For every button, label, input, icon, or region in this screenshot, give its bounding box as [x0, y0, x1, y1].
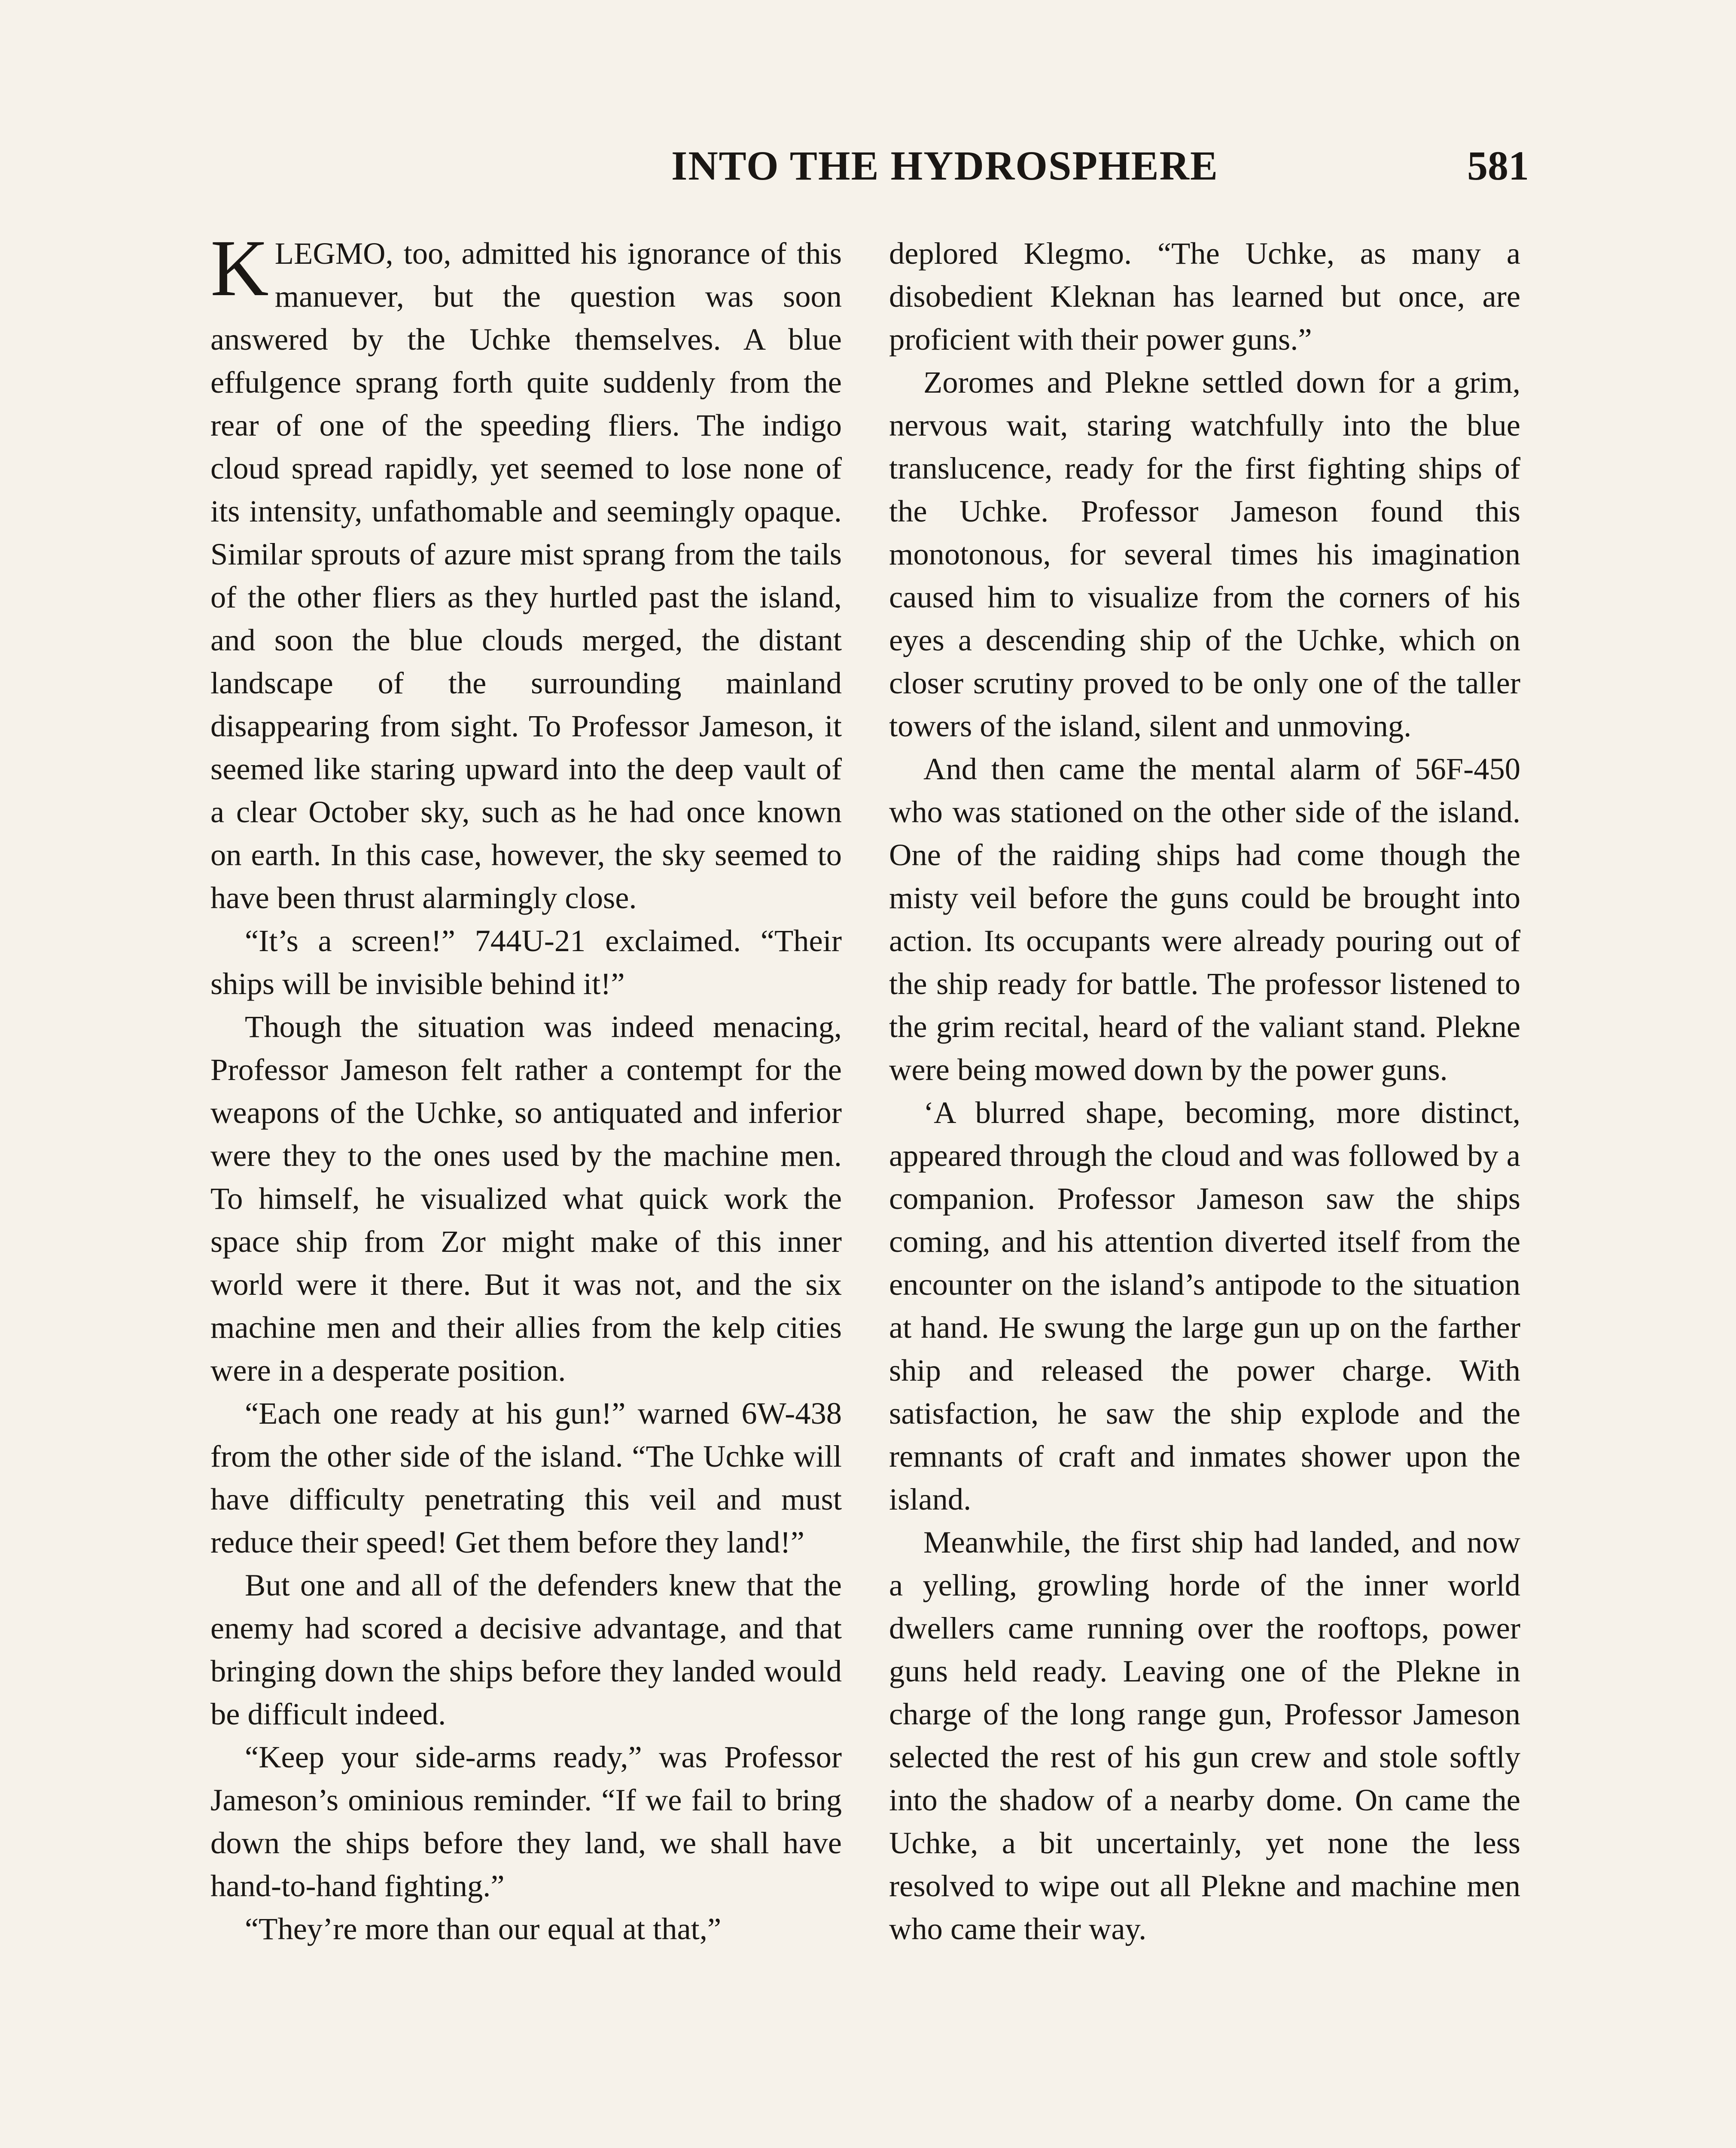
paragraph: Zoromes and Plekne settled down for a grim, nervous wait, staring watchfully into the blue translucence, ready for the first fighting ships of the Uchke. Professor Jameson found this monotonous, for several times his imagination caused him to visualize from the corners of his eyes a descending ship of the Uchke, which on closer scrutiny proved to be only one of the taller towers of the island, silent and unmoving. [889, 365, 1520, 743]
paragraph: And then came the mental alarm of 56F-450 who was stationed on the other side of the island. One of the raiding ships had come though the misty veil before the guns could be brought into action. Its occupants were already pouring out of the ship ready for battle. The professor listened to the grim recital, heard of the valiant stand. Plekne were being mowed down by the power guns. [889, 751, 1520, 1087]
drop-cap: K [210, 232, 269, 313]
left-column [210, 232, 842, 2148]
paragraph: ʻA blurred shape, becoming, more distinct, appeared through the cloud and was followed by a companion. Professor Jameson saw the ships coming, and his attention diverted itself from the encounter on the island’s antipode to the situation at hand. He swung the large gun up on the farther ship and released the power charge. With satisfaction, he saw the ship explode and the remnants of craft and inmates shower upon the island. [889, 1095, 1520, 1516]
paragraph: “They’re more than our equal at that,” [245, 1911, 722, 1946]
paragraph: But one and all of the defenders knew that the enemy had scored a decisive advantage, and that bringing down the ships before they landed would be difficult indeed. [210, 1568, 842, 1731]
page-number: 581 [1467, 143, 1529, 189]
paragraph: Though the situation was indeed menacing, Professor Jameson felt rather a contempt for the weapons of the Uchke, so antiquated and inferior were they to the ones used by the machine men. To himself, he visualized what quick work the space ship from Zor might make of this inner world were it there. But it was not, and the six machine men and their allies from the kelp cities were in a desperate position. [210, 1009, 842, 1388]
paragraph: “It’s a screen!” 744U-21 exclaimed. “Their ships will be invisible behind it!” [210, 923, 842, 1001]
paragraph: Meanwhile, the first ship had landed, and now a yelling, growling horde of the inner world dwellers came running over the rooftops, power guns held ready. Leaving one of the Plekne in charge of the long range gun, Professor Jameson selected the rest of his gun crew and stole softly into the shadow of a nearby dome. On came the Uchke, a bit uncertainly, yet none the less resolved to wipe out all Plekne and machine men who came their way. [889, 1525, 1520, 1946]
right-column [889, 232, 1520, 2148]
paragraph [210, 232, 842, 919]
running-title: INTO THE HYDROSPHERE [671, 143, 1219, 189]
paragraph: “Each one ready at his gun!” warned 6W-438 from the other side of the island. “The Uchke will have difficulty penetrating this veil and must reduce their speed! Get them before they land!” [210, 1396, 842, 1559]
paragraph-text: LEGMO, too, admitted his ignorance of this manuever, but the question was soon answered by the Uchke themselves. A blue effulgence sprang forth quite suddenly from the rear of one of the speeding fliers. The indigo cloud spread rapidly, yet seemed to lose none of its intensity, unfathomable and seemingly opaque. Similar sprouts of azure mist sprang from the tails of the other fliers as they hurtled past the island, and soon the blue clouds merged, the distant landscape of the surrounding mainland disappearing from sight. To Professor Jameson, it seemed like staring upward into the deep vault of a clear October sky, such as he had once known on earth. In this case, however, the sky seemed to have been thrust alarmingly close. [210, 236, 842, 915]
paragraph-continued: deplored Klegmo. “The Uchke, as many a disobedient Kleknan has learned but once, are proficient with their power guns.” [889, 236, 1520, 357]
paragraph: “Keep your side-arms ready,” was Professor Jameson’s ominious reminder. “If we fail to bring down the ships before they land, we shall have hand-to-hand fighting.” [210, 1739, 842, 1903]
page-header [210, 142, 1529, 198]
